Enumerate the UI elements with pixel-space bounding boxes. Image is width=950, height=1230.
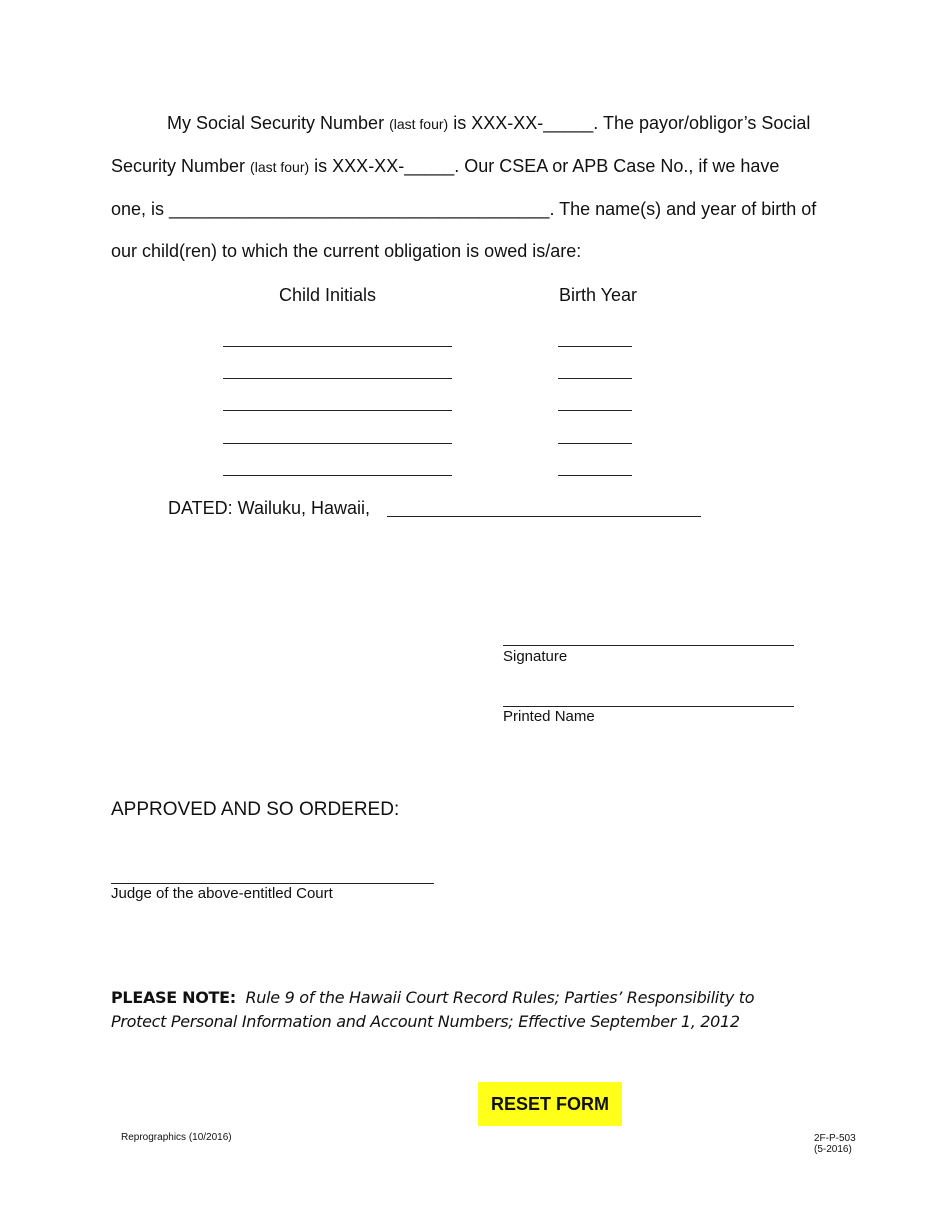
birth-year-field[interactable]: [558, 410, 632, 411]
ssn-text: is XXX-XX-_____. The payor/obligor’s Social: [448, 113, 811, 133]
paragraph-line-3: one, is ______________________________________. The name(s) and year of birth of: [111, 199, 817, 219]
child-initials-header: Child Initials: [279, 285, 377, 305]
case-number-text: is XXX-XX-_____. Our CSEA or APB Case No., if we have: [309, 156, 780, 176]
paragraph-line-4: our child(ren) to which the current obligation is owed is/are:: [111, 241, 582, 261]
child-initials-field[interactable]: [223, 378, 452, 379]
signature-label: Signature: [503, 648, 568, 665]
please-note-line-1: [111, 986, 754, 1010]
judge-label: Judge of the above-entitled Court: [111, 885, 333, 902]
printed-name-line[interactable]: [503, 706, 794, 707]
approved-heading: APPROVED AND SO ORDERED:: [111, 799, 400, 820]
child-initials-field[interactable]: [223, 443, 452, 444]
please-note-label: PLEASE NOTE:: [111, 988, 236, 1007]
please-note-line-2: Protect Personal Information and Account Numbers; Effective September 1, 2012: [111, 1012, 740, 1031]
ssn-label: My Social Security Number: [167, 113, 390, 133]
last-four-note: (last four): [389, 116, 449, 132]
date-field[interactable]: [387, 516, 701, 517]
child-initials-field[interactable]: [223, 346, 452, 347]
last-four-note: (last four): [250, 159, 310, 175]
child-initials-field[interactable]: [223, 475, 452, 476]
birth-year-field[interactable]: [558, 378, 632, 379]
payor-ssn-label: Security Number: [111, 156, 251, 176]
judge-signature-line[interactable]: [111, 883, 434, 884]
paragraph-line-2: [111, 155, 838, 178]
birth-year-field[interactable]: [558, 475, 632, 476]
printed-name-label: Printed Name: [503, 708, 595, 725]
footer-form-number: 2F-P-503: [814, 1133, 856, 1144]
signature-line[interactable]: [503, 645, 794, 646]
please-note-text-1: Rule 9 of the Hawaii Court Record Rules; Parties’ Responsibility to: [235, 988, 755, 1007]
footer-form-date: (5-2016): [814, 1144, 852, 1155]
footer-reprographics: Reprographics (10/2016): [121, 1132, 232, 1143]
child-initials-field[interactable]: [223, 410, 452, 411]
reset-form-button[interactable]: RESET FORM: [478, 1082, 622, 1126]
birth-year-field[interactable]: [558, 346, 632, 347]
paragraph-line-1: [167, 112, 838, 135]
birth-year-field[interactable]: [558, 443, 632, 444]
dated-label: DATED: Wailuku, Hawaii,: [168, 498, 371, 518]
birth-year-header: Birth Year: [559, 285, 638, 305]
